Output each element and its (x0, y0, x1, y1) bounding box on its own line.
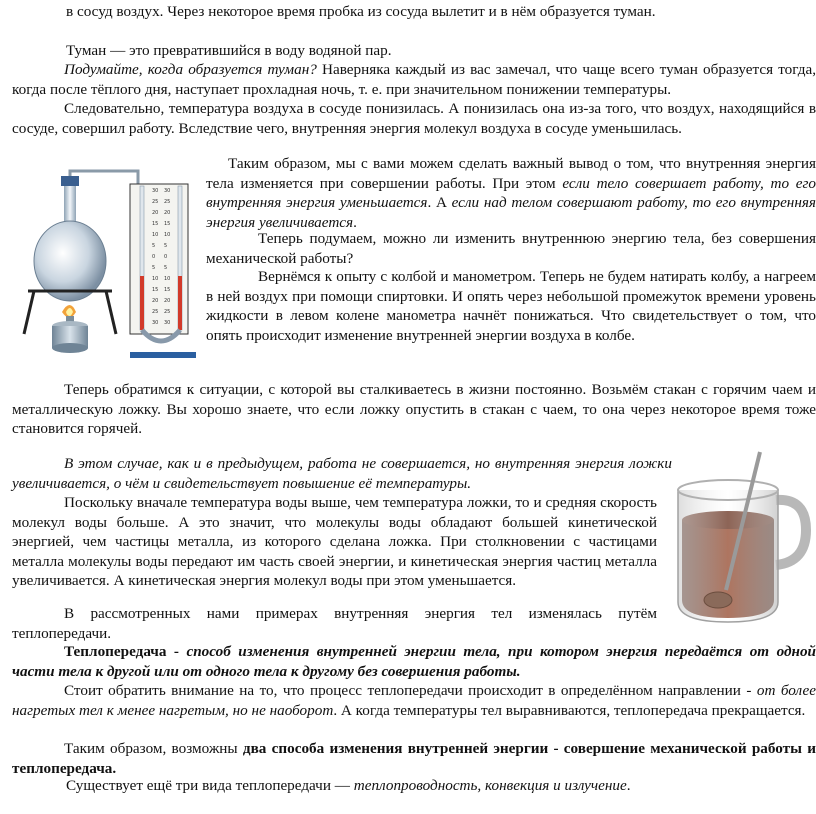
paragraph-15-text: Существует ещё три вида теплопередачи — (66, 777, 354, 794)
paragraph-13 (12, 681, 816, 720)
definition-term: Теплопередача - (64, 643, 179, 660)
paragraph-13-direction: от более нагретых тел к менее нагретым, но не наоборот (12, 682, 816, 719)
paragraph-3 (12, 60, 816, 99)
paragraph-7: Вернёмся к опыту с колбой и манометром. Теперь не будем натирать колбу, а нагреем в ней воздух при помощи спиртовки. И опять через небольшой промежуток времени уровень жидкости в левом колене манометра начнёт понижаться. Что свидетельствует о том, что опять происходит изменение внутренней энергии воздуха в колбе. (206, 268, 816, 344)
paragraph-5 (206, 154, 816, 232)
manometer-tick-label: 10 (164, 276, 171, 282)
manometer-tick-label: 15 (152, 287, 159, 293)
paragraph-4: Следовательно, температура воздуха в сосуде понизилась. А понизилась она из-за того, что воздух, находящийся в сосуде, совершил работу. Вследствие чего, внутренняя энергия молекул воздуха в сосуде уменьшилась. (12, 100, 816, 137)
connecting-tube (70, 171, 138, 184)
manometer-tick-label: 0 (152, 254, 156, 260)
manometer-tick-label: 5 (164, 243, 168, 249)
paragraph-15-text: . (626, 777, 631, 794)
paragraph-5-rule-2: если над телом совершают работу, то его внутренняя энергия увеличивается (206, 194, 816, 231)
paragraph-11: В рассмотренных нами примерах внутренняя энергия тел изменялась путём теплопередачи. (12, 605, 657, 642)
manometer-tick-label: 30 (152, 320, 159, 326)
flask-manometer-illustration (18, 166, 198, 366)
manometer-tick-label: 0 (164, 254, 168, 260)
paragraph-15-types: теплопроводность, конвекция и излучение (353, 777, 627, 794)
manometer-tick-label: 10 (152, 276, 159, 282)
manometer-tick-label: 15 (164, 221, 171, 227)
manometer-tick-label: 25 (152, 309, 159, 315)
manometer-tick-label: 20 (164, 210, 171, 216)
manometer-liquid-right (178, 276, 182, 330)
tripod-leg (106, 291, 116, 334)
manometer-tick-label: 30 (152, 188, 159, 194)
paragraph-3-question: Подумайте, когда образуется туман? (64, 61, 317, 78)
paragraph-3-text: Наверняка каждый из вас замечал, что чаще всего туман образуется тогда, когда после тёплого дня, наступает прохладная ночь, т. е. при значительном понижении температуры. (12, 61, 816, 98)
paragraph-10: Поскольку вначале температура воды выше, чем температура ложки, то и средняя скорость молекул воды больше. А это значит, что молекулы воды обладают большей кинетической энергией, чем частицы металла, из которого сделана ложка. При столкновении с частицами металла молекулы воды передают им часть своей энергии, и кинетическая энергия частиц металла увеличивается. А кинетическая энергия молекул воды при этом уменьшается. (12, 494, 657, 589)
paragraph-5-rule-1: если тело совершает работу, то его внутренняя энергия уменьшается (206, 174, 816, 211)
paragraph-6: Теперь подумаем, можно ли изменить внутреннюю энергию тела, без совершения механической работы? (206, 230, 816, 267)
paragraph-5-text: . А (427, 194, 452, 211)
manometer-tick-label: 30 (164, 188, 171, 194)
paragraph-14 (12, 739, 816, 778)
manometer-base (130, 352, 196, 358)
tripod-leg (24, 291, 34, 334)
manometer-tick-label: 15 (152, 221, 159, 227)
tea-cup-illustration (668, 450, 813, 625)
flask-stopper (61, 176, 79, 186)
manometer-tick-label: 20 (152, 298, 159, 304)
spoon-bowl (704, 592, 732, 608)
paragraph-14-conclusion: два способа изменения внутренней энергии - совершение механической работы и теплопередача. (12, 740, 816, 777)
paragraph-13-text: . А когда температуры тел выравниваются, теплопередача прекращается. (333, 701, 806, 719)
paragraph-14-text: Таким образом, возможны (64, 740, 243, 757)
manometer-liquid-left (140, 276, 144, 330)
manometer-tick-label: 30 (164, 320, 171, 326)
manometer-tick-label: 20 (164, 298, 171, 304)
manometer-tick-label: 25 (164, 199, 171, 205)
manometer-tick-label: 10 (152, 232, 159, 238)
manometer-tick-label: 5 (164, 265, 168, 271)
paragraph-2: Туман — это превратившийся в воду водяной пар. (66, 42, 392, 59)
manometer-tick-label: 5 (152, 265, 156, 271)
definition-heat-transfer (12, 642, 816, 681)
paragraph-13-text: Стоит обратить внимание на то, что процесс теплопередачи происходит в определённом направлении - (64, 682, 757, 699)
cup-handle (776, 500, 806, 565)
definition-text: способ изменения внутренней энергии тела, при котором энергия передаётся от одной части тела к другой или от одного тела к другому без совершения работы. (12, 643, 816, 680)
manometer-tick-label: 15 (164, 287, 171, 293)
paragraph-5-text: Таким образом, мы с вами можем сделать важный вывод о том, что внутренняя энергия тела изменяется при совершении работы. При этом (206, 155, 816, 192)
manometer-tick-label: 25 (164, 309, 171, 315)
flask-neck (64, 186, 76, 224)
paragraph-8: Теперь обратимся к ситуации, с которой вы сталкиваетесь в жизни постоянно. Возьмём стакан с горячим чаем и металлическую ложку. Вы хорошо знаете, что если ложку опустить в стакан с чаем, то она через некоторое время тоже становится горячей. (12, 381, 816, 437)
manometer-tick-label: 25 (152, 199, 159, 205)
paragraph-5-text: . (353, 213, 357, 231)
manometer-tick-label: 20 (152, 210, 159, 216)
flask-bulb (34, 221, 106, 301)
paragraph-1: в сосуд воздух. Через некоторое время пробка из сосуда вылетит и в нём образуется туман. (66, 3, 656, 20)
paragraph-9: В этом случае, как и в предыдущем, работа не совершается, но внутренняя энергия ложки увеличивается, о чём и свидетельствует повышение её температуры. (12, 455, 672, 492)
paragraph-15 (66, 776, 631, 796)
manometer-tick-label: 5 (152, 243, 156, 249)
manometer-tick-label: 10 (164, 232, 171, 238)
